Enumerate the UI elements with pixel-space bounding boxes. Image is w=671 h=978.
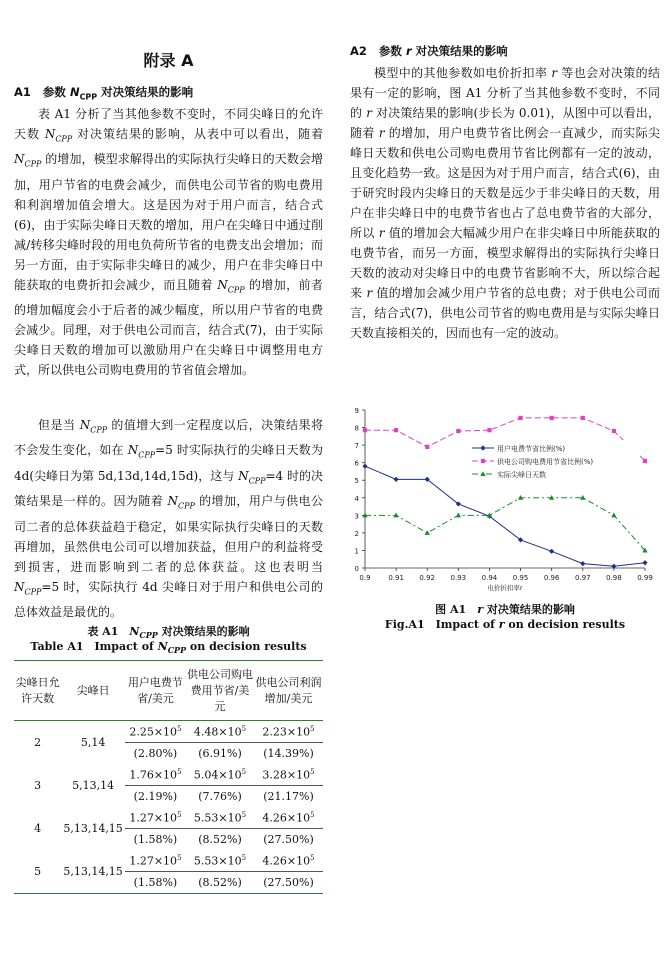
r-symbol: r [551, 66, 558, 80]
cell-peak-days: 5,13,14 [72, 779, 115, 792]
cell-user-saving-exponent: 5 [177, 767, 182, 776]
header-allowed-days: 尖峰日允许天数 [14, 661, 61, 721]
cell-peak-days: 5,14 [80, 736, 106, 749]
data-point-triangle [611, 513, 616, 518]
data-point-diamond [642, 560, 647, 565]
ncpp-symbol: $N_{CPP}$ [79, 418, 108, 435]
cell-user-saving [125, 721, 186, 743]
cell-user-saving [125, 764, 186, 786]
figure-caption-cn-post: 对决策结果的影响 [482, 603, 575, 616]
ncpp-subscript: CPP [167, 645, 187, 656]
a1-p1-s1: 表 A1 分析了当其他参数不变时，不同尖峰日的允许天数 [14, 107, 323, 141]
cell-profit-increase-mantissa: 4.26×10 [262, 854, 311, 868]
r-symbol: r [366, 286, 373, 300]
cell-allowed-days: 5 [34, 865, 42, 878]
section-a2-number: A2 [350, 44, 367, 58]
cell-purchase-saving-exponent: 5 [241, 810, 247, 819]
section-a2-title-post: 对决策结果的影响 [411, 44, 508, 58]
figure-caption-cn-pre: 图 A1 [435, 603, 478, 616]
cell-user-saving-exponent: 5 [177, 810, 182, 819]
a1-paragraph-2 [14, 415, 323, 622]
a2-p1-s6: 值的增加会减少用户节省的总电费；对于供电公司而言，结合式(7)，供电公司节省的购电费用是与实际尖峰日天数直接相关的，因而也有一定的波动。 [350, 286, 660, 340]
appendix-title: 附录 A [143, 51, 194, 70]
cell-peak-days: 5,13,14,15 [63, 865, 123, 878]
cell-user-saving-percent: (1.58%) [133, 833, 178, 846]
header-peak-days: 尖峰日 [61, 661, 125, 721]
a1-p2-s3: =5 时实际执行的尖峰日天数为 4d(尖峰日为第 5d,13d,14d,15d)，这与 [14, 443, 323, 483]
ncpp-symbol: $N_{CPP}$ [238, 468, 266, 486]
table-caption-en-pre: Table A1 Impact of [30, 640, 158, 653]
cell-purchase-saving-percent: (7.76%) [198, 790, 242, 803]
a2-p1-s3: 对决策结果的影响(步长为 0.01)，从图中可以看出，随着 [350, 106, 660, 140]
x-tick-label: 0.96 [543, 574, 560, 582]
r-symbol: r [498, 618, 505, 631]
data-point-diamond [362, 464, 367, 469]
cell-purchase-saving-exponent: 5 [241, 724, 247, 733]
cell-profit-increase-mantissa: 3.28×10 [262, 768, 311, 782]
cell-purchase-saving [186, 721, 254, 743]
a1-p1-s4: 的增加，前者的增加幅度会小于后者的减少幅度，所以用户节省的电费会减少。同理，对于供电公司而言，结合式(7)，由于实际尖峰日天数的增加可以激励用户在尖峰日中调整用电方式，所以供电公司购电费用的节省值会增加。 [14, 277, 323, 378]
figure-caption-en [350, 617, 660, 632]
ncpp-symbol: $N_{CPP}$ [217, 277, 245, 295]
a2-p1-s4: 的增加，用户电费节省比例会一直减少，而实际尖峰日天数和供电公司购电费用节省比例都有一定的波动，且变化趋势一致。这是因为对于用户而言，结合式(6)，由于研究时段内尖峰日的天数是远少于非尖峰日的天数，用户在非尖峰日中的电费节省也占了总电费节省的大部分，所以 [350, 126, 660, 240]
y-tick-label: 8 [354, 424, 359, 433]
section-a1-title-pre: 参数 [42, 85, 70, 99]
section-a2-title-pre: 参数 [378, 44, 406, 58]
cell-profit-increase-percent: (27.50%) [263, 876, 314, 889]
table-caption-en [14, 639, 323, 658]
figure-caption-en-pre: Fig.A1 Impact of [384, 618, 499, 631]
cell-purchase-saving-percent: (8.52%) [198, 876, 242, 889]
x-tick-label: 0.93 [450, 574, 467, 582]
cell-profit-increase-exponent: 5 [310, 810, 315, 819]
table-caption-en-post: on decision results [186, 640, 307, 653]
cell-profit-increase [254, 764, 323, 786]
x-tick-label: 0.98 [606, 574, 622, 582]
data-point-square [425, 445, 429, 449]
cell-profit-increase-mantissa: 2.23×10 [262, 725, 311, 739]
y-tick-label: 0 [354, 565, 359, 573]
cell-user-saving-exponent: 5 [177, 853, 182, 862]
y-tick-label: 6 [354, 459, 359, 468]
r-symbol: r [378, 226, 385, 240]
ncpp-subscript: CPP [138, 450, 156, 460]
data-point-square [363, 428, 367, 432]
table-row [14, 807, 323, 829]
a1-p1-s2: 对决策结果的影响，从表中可以看出，随着 [72, 127, 323, 141]
data-point-square [643, 459, 647, 463]
cell-purchase-saving-percent: (8.52%) [198, 833, 242, 846]
section-a1-heading [14, 84, 193, 101]
y-tick-label: 1 [354, 547, 359, 556]
cell-allowed-days: 3 [34, 779, 42, 792]
x-tick-label: 0.9 [359, 574, 371, 582]
section-a1-sub: CPP [79, 92, 98, 102]
a2-p1-s1: 模型中的其他参数如电价折扣率 [374, 66, 552, 80]
cell-purchase-saving-exponent: 5 [241, 853, 247, 862]
y-tick-label: 2 [354, 529, 359, 538]
figure-caption-cn [350, 602, 660, 617]
cell-user-saving-mantissa: 1.27×10 [129, 854, 178, 868]
data-point-square [581, 416, 585, 420]
x-tick-label: 0.92 [419, 574, 436, 582]
x-tick-label: 0.95 [512, 574, 529, 582]
cell-peak-days: 5,13,14,15 [63, 822, 123, 835]
a1-p2-s1: 但是当 [38, 418, 80, 432]
data-point-diamond [394, 477, 399, 482]
ncpp-symbol: $N_{CPP}$ [14, 152, 42, 169]
cell-profit-increase-mantissa: 4.26×10 [262, 811, 311, 825]
section-a1-number: A1 [14, 85, 31, 99]
cell-purchase-saving [186, 850, 254, 872]
a1-p1-s3: 的增加，模型求解得出的实际执行尖峰日的天数会增加，用户节省的电费会减少，而供电公司节省的购电费用和利润增加值会增大。这是因为对于用户而言，结合式(6)，由于实际尖峰日天数的增加，用户在尖峰日中通过削减/转移尖峰时段的用电负荷所节省的电费支出会增加；而另一方面，由于实际非尖峰日的减少，用户在非尖峰日中能获取的电费折扣会减少，而且随着 [14, 152, 323, 292]
cell-user-saving-mantissa: 1.76×10 [129, 768, 178, 782]
r-symbol: r [366, 106, 372, 120]
ncpp-symbol: $N_{CPP}$ [157, 640, 187, 656]
ncpp-subscript: CPP [177, 501, 195, 511]
cell-profit-increase [254, 721, 323, 743]
cell-user-saving-mantissa: 2.25×10 [129, 725, 178, 739]
cell-user-saving-mantissa: 1.27×10 [129, 811, 178, 825]
cell-user-saving-percent: (2.19%) [133, 790, 178, 803]
cell-purchase-saving-mantissa: 4.48×10 [193, 725, 242, 739]
cell-profit-increase [254, 850, 323, 872]
x-tick-label: 0.99 [637, 574, 653, 582]
ncpp-subscript: CPP [24, 586, 42, 596]
cell-user-saving-percent: (1.58%) [133, 876, 178, 889]
table-row [14, 764, 323, 786]
section-a2-heading [350, 43, 508, 59]
section-a1-var: N [69, 85, 80, 99]
ncpp-subscript: CPP [55, 134, 73, 144]
ncpp-subscript: CPP [227, 285, 245, 295]
ncpp-subscript: CPP [139, 630, 158, 641]
data-point-diamond [580, 561, 585, 566]
cell-profit-increase-percent: (27.50%) [263, 833, 314, 846]
data-point-square [487, 428, 491, 432]
ncpp-symbol: $N_{CPP}$ [44, 127, 73, 144]
cell-allowed-days: 4 [34, 822, 42, 835]
decision-results-table [14, 660, 323, 894]
figure-a1-chart [350, 398, 660, 596]
cell-profit-increase-percent: (14.39%) [263, 747, 314, 760]
ncpp-subscript: CPP [90, 425, 108, 435]
table-caption-cn-pre: 表 A1 [87, 625, 130, 638]
figure-caption-en-post: on decision results [504, 618, 626, 631]
data-point-square [456, 429, 460, 433]
cell-allowed-days: 2 [34, 736, 42, 749]
cell-purchase-saving-percent: (6.91%) [198, 747, 242, 760]
a1-p2-s5: 的增加，用户与供电公司二者的总体获益趋于稳定，如果实际执行尖峰日的天数再增加，虽然供电公司可以增加获益，但用户的利益将受到损害，进而影响到二者的总体获益。这也表明当 [14, 494, 323, 574]
cell-purchase-saving-mantissa: 5.53×10 [193, 854, 242, 868]
data-point-square [394, 428, 398, 432]
header-purchase-saving: 供电公司购电费用节省/美元 [186, 661, 254, 721]
a1-p2-s6: =5 时，实际执行 4d 尖峰日对于用户和供电公司的总体效益是最优的。 [14, 579, 323, 619]
cell-profit-increase-exponent: 5 [310, 767, 315, 776]
legend-entry: 实际尖峰日天数 [497, 471, 546, 479]
legend-entry: 用户电费节省比例(%) [497, 445, 566, 453]
data-point-triangle [425, 530, 430, 535]
a2-p1-s5: 值的增加会大幅减少用户在非尖峰日中所能获取的电费节省，而另一方面，模型求解得出的实际执行尖峰日天数的波动对尖峰日中的电费节省影响不大，所以综合起来 [350, 226, 660, 300]
ncpp-subscript: CPP [248, 476, 266, 486]
a1-paragraph-1 [14, 104, 323, 380]
cell-profit-increase [254, 807, 323, 829]
legend-entry: 供电公司购电费用节省比例(%) [497, 458, 594, 466]
data-point-square [612, 429, 616, 433]
header-profit-increase: 供电公司利润增加/美元 [254, 661, 323, 721]
cell-profit-increase-exponent: 5 [310, 724, 315, 733]
a1-p2-s4: =4 时的决策结果是一样的。因为随着 [14, 468, 323, 509]
a2-p1-s2: 等也会对决策的结果有一定的影响，图 A1 分析了当其他参数不变时，不同的 [350, 66, 660, 120]
y-tick-label: 9 [354, 407, 359, 415]
section-a2-var: r [405, 44, 412, 58]
cell-user-saving [125, 850, 186, 872]
cell-purchase-saving [186, 807, 254, 829]
r-symbol: r [378, 126, 385, 140]
table-header-row [14, 661, 323, 721]
r-symbol: r [477, 603, 483, 616]
a1-p2-s2: 的值增大到一定程度以后，决策结果将不会发生变化，如在 [14, 418, 323, 458]
section-a1-title-post: 对决策结果的影响 [97, 85, 194, 99]
cell-purchase-saving-mantissa: 5.04×10 [193, 768, 242, 782]
data-point-square [550, 416, 554, 420]
y-tick-label: 7 [354, 442, 359, 451]
data-point-square [518, 416, 522, 420]
data-point-triangle [456, 513, 461, 518]
x-axis-label: 电价折扣率r [487, 584, 523, 592]
ncpp-symbol: $N_{CPP}$ [129, 625, 158, 641]
series-line-3 [365, 498, 645, 551]
x-tick-label: 0.97 [574, 574, 591, 582]
ncpp-symbol: $N_{CPP}$ [127, 443, 156, 460]
cell-purchase-saving-exponent: 5 [241, 767, 247, 776]
cell-user-saving [125, 807, 186, 829]
cell-purchase-saving [186, 764, 254, 786]
a2-paragraph [350, 63, 660, 343]
cell-profit-increase-exponent: 5 [310, 853, 315, 862]
cell-purchase-saving-mantissa: 5.53×10 [193, 811, 242, 825]
table-caption-cn-post: 对决策结果的影响 [157, 625, 250, 638]
y-tick-label: 3 [354, 512, 359, 521]
cell-profit-increase-percent: (21.17%) [263, 790, 314, 803]
cell-user-saving-percent: (2.80%) [133, 747, 178, 760]
y-tick-label: 4 [354, 494, 359, 503]
x-tick-label: 0.91 [388, 574, 404, 582]
cell-user-saving-exponent: 5 [177, 724, 182, 733]
data-point-square [481, 459, 485, 463]
ncpp-symbol: $N_{CPP}$ [14, 579, 42, 596]
data-point-diamond [549, 549, 554, 554]
ncpp-subscript: CPP [24, 159, 42, 169]
table-row [14, 850, 323, 872]
header-user-saving: 用户电费节省/美元 [125, 661, 186, 721]
x-tick-label: 0.94 [481, 574, 498, 582]
table-row [14, 721, 323, 743]
y-tick-label: 5 [354, 477, 359, 486]
ncpp-symbol: $N_{CPP}$ [167, 494, 195, 511]
